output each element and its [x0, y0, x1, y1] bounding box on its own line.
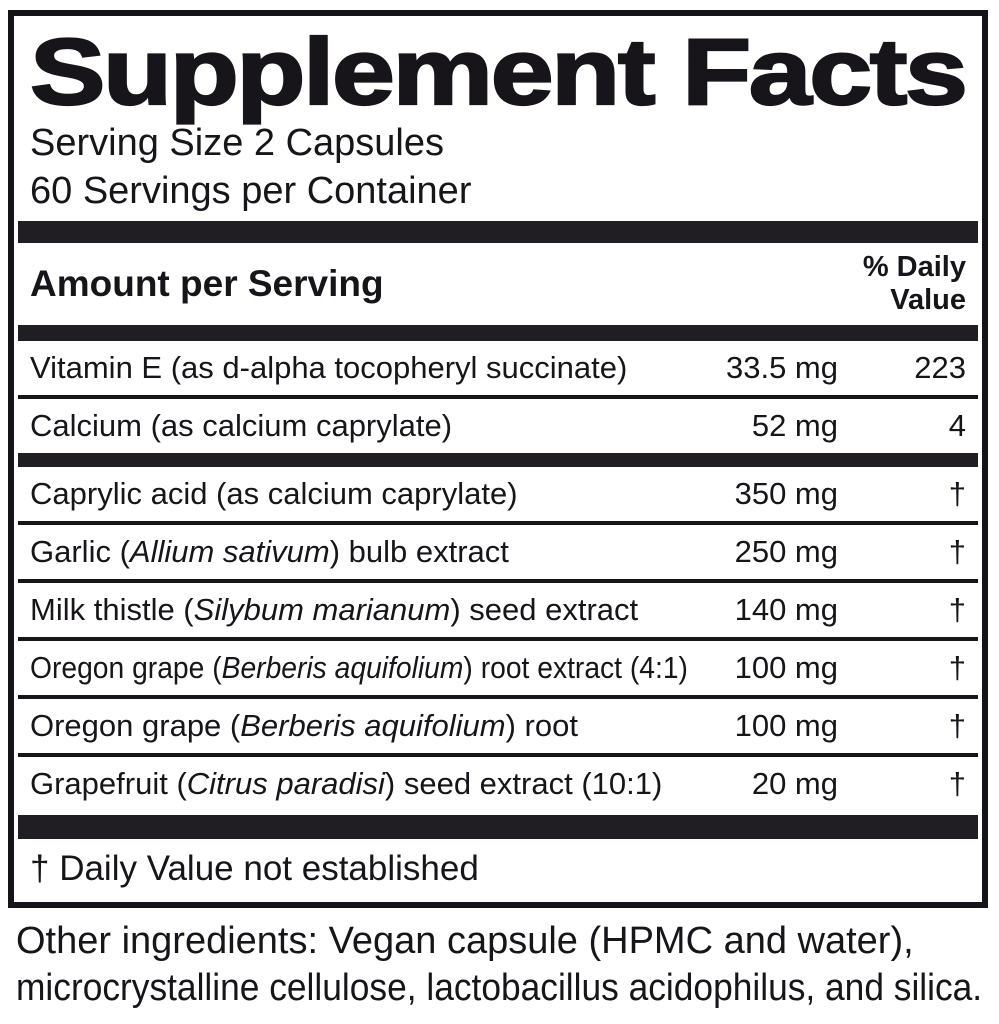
- ingredient-row: [30, 757, 966, 811]
- supplement-facts-title-text: Supplement Facts: [30, 19, 966, 124]
- ingredient-botanical-name: Berberis aquifolium: [240, 708, 506, 743]
- ingredient-botanical-name: Citrus paradisi: [186, 766, 385, 801]
- ingredient-row: [30, 699, 966, 753]
- ingredient-amount: 100 mg: [734, 708, 838, 743]
- ingredient-amount: 20 mg: [751, 766, 838, 801]
- supplement-facts-title: [30, 19, 966, 124]
- amount-per-serving-header: Amount per Serving: [30, 263, 384, 304]
- ingredient-name: [30, 708, 688, 744]
- ingredient-name-text: Milk thistle (: [30, 592, 194, 627]
- ingredient-name-text: Calcium (as calcium caprylate): [30, 408, 453, 443]
- ingredient-name-text: Vitamin E (as d-alpha tocopheryl succinate): [30, 350, 628, 385]
- ingredient-botanical-name: Allium sativum: [129, 534, 330, 569]
- ingredient-name-text: Grapefruit (: [30, 766, 187, 801]
- ingredients-table: [30, 341, 966, 811]
- ingredient-name-suffix: ) bulb extract: [329, 534, 509, 569]
- ingredient-daily-value: †: [948, 592, 966, 627]
- supplement-facts-panel: [8, 10, 988, 908]
- separator-bar-under-header: [18, 325, 978, 341]
- ingredient-name: [30, 650, 688, 686]
- ingredient-name: [30, 476, 688, 512]
- ingredient-daily-value: †: [948, 650, 966, 685]
- ingredient-daily-value: †: [948, 476, 966, 511]
- ingredient-amount: 100 mg: [734, 650, 838, 685]
- other-ingredients-line2: microcrystalline cellulose, lactobacillus acidophilus, and silica.: [16, 967, 983, 1009]
- separator-bar-top: [18, 221, 978, 243]
- ingredient-amount: 52 mg: [751, 408, 838, 443]
- ingredient-botanical-name: Berberis aquifolium: [221, 650, 464, 685]
- ingredient-daily-value: 223: [914, 350, 966, 385]
- ingredient-row: [30, 467, 966, 521]
- ingredient-name-suffix: ) root extract (4:1): [463, 650, 688, 685]
- ingredient-amount: 250 mg: [734, 534, 838, 569]
- serving-size-text: Serving Size 2 Capsules: [30, 122, 444, 164]
- other-ingredients-line1: Other ingredients: Vegan capsule (HPMC and water),: [16, 920, 914, 962]
- ingredient-amount: 350 mg: [734, 476, 838, 511]
- ingredient-row: [30, 399, 966, 453]
- ingredient-name-text: Oregon grape (: [30, 650, 222, 685]
- daily-value-header: [863, 251, 966, 318]
- ingredient-daily-value: †: [948, 534, 966, 569]
- ingredient-daily-value: †: [948, 766, 966, 801]
- ingredient-name-text: Oregon grape (: [30, 708, 241, 743]
- ingredient-name: [30, 534, 688, 570]
- daily-value-header-line2: Value: [890, 284, 966, 316]
- column-header-row: [30, 243, 966, 325]
- ingredient-row: [30, 641, 966, 695]
- row-divider-thick: [18, 453, 978, 467]
- ingredient-name: [30, 408, 688, 444]
- ingredient-name: [30, 766, 688, 802]
- servings-per-container-text: 60 Servings per Container: [30, 170, 472, 212]
- ingredient-row: [30, 341, 966, 395]
- ingredient-name-suffix: ) seed extract (10:1): [384, 766, 663, 801]
- ingredient-amount: 33.5 mg: [725, 350, 838, 385]
- ingredient-name-suffix: ) seed extract: [450, 592, 639, 627]
- ingredient-botanical-name: Silybum marianum: [193, 592, 451, 627]
- ingredient-daily-value: 4: [948, 408, 966, 443]
- ingredient-row: [30, 525, 966, 579]
- daily-value-header-line1: % Daily: [862, 250, 966, 283]
- separator-bar-above-footnote: [18, 815, 978, 839]
- ingredient-daily-value: †: [948, 708, 966, 743]
- ingredient-name: [30, 350, 688, 386]
- other-ingredients-text: [16, 918, 982, 1012]
- ingredient-name-suffix: ) root: [505, 708, 578, 743]
- ingredient-name-text: Caprylic acid (as calcium caprylate): [30, 476, 518, 511]
- daily-value-footnote: † Daily Value not established: [30, 849, 479, 888]
- ingredient-name: [30, 592, 688, 628]
- ingredient-amount: 140 mg: [734, 592, 838, 627]
- ingredient-name-text: Garlic (: [30, 534, 130, 569]
- ingredient-row: [30, 583, 966, 637]
